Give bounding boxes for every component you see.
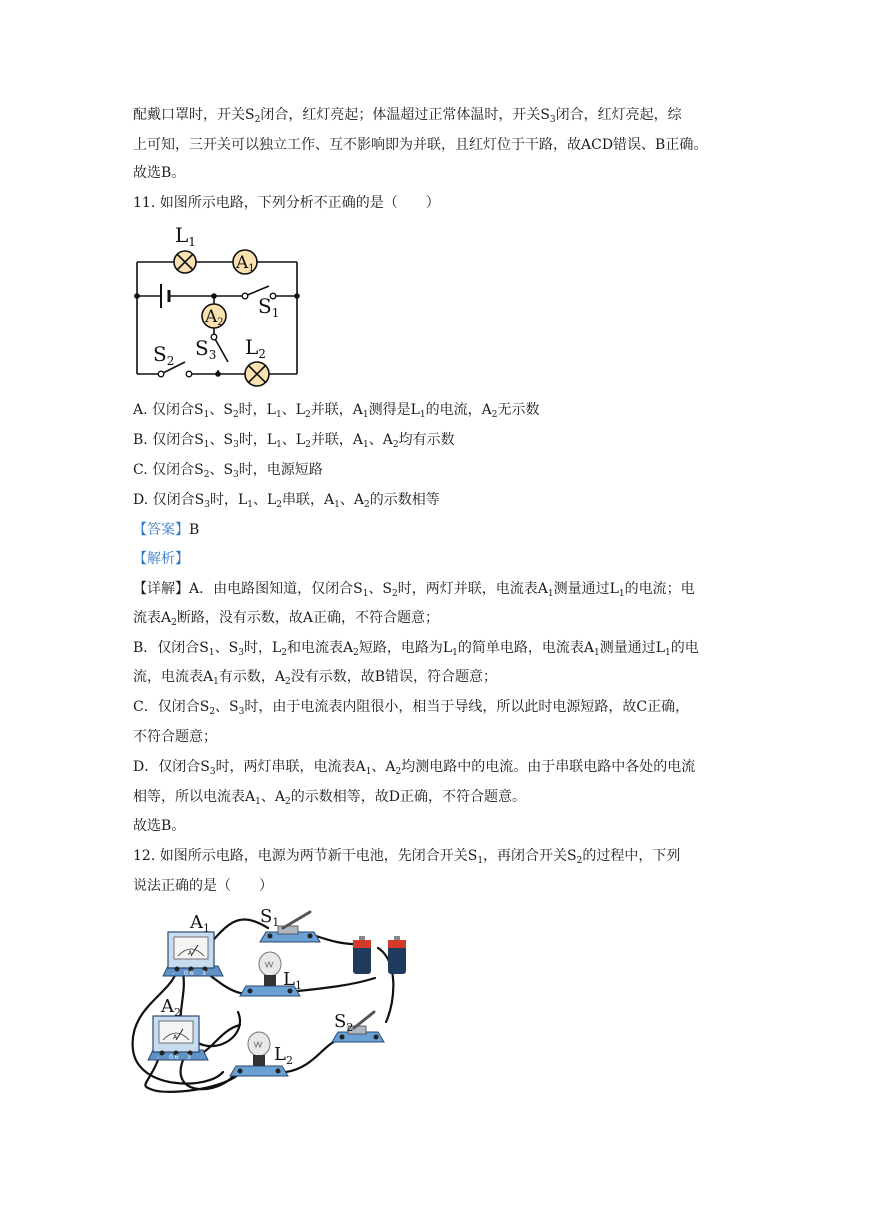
q11-detail-1: 【详解】A．由电路图知道，仅闭合$S_1$、$S_2$时，两灯并联，电流表$A_1$测量通过$L_1$的电流；电: [133, 581, 695, 599]
q11-option-b: B. 仅闭合$S_1$、$S_3$时，$L_1$、$L_2$并联，$A_1$、$A_2$均有示数: [133, 432, 455, 450]
ammeter-a2: [148, 1016, 208, 1061]
q11-label-S1: $S_1$: [258, 294, 280, 320]
q11-label-L2: $L_2$: [245, 335, 266, 361]
prev-answer-line-1: 配戴口罩时，开关$S_2$闭合，红灯亮起；体温超过正常体温时，开关$S_3$闭合，红灯亮起，综: [133, 107, 682, 125]
q11-label-A2: A2: [205, 307, 224, 328]
q11-label-L1: $L_1$: [175, 223, 196, 249]
q11-label-A1: A1: [236, 253, 255, 274]
q11-detail-6: 不符合题意；: [133, 729, 217, 745]
q11-label-S2: $S_2$: [153, 342, 175, 368]
q12-label-A2: $A_2$: [161, 996, 181, 1019]
q12-label-S1: $S_1$: [260, 906, 280, 929]
q11-detail-2: 流表$A_2$断路，没有示数，故A正确，不符合题意；: [133, 610, 439, 628]
q11-analysis-tag: 【解析】: [133, 551, 189, 567]
svg-text:-: -: [157, 1054, 160, 1061]
answer-value: B: [189, 522, 200, 538]
q12-label-L1: $L_1$: [283, 969, 302, 992]
ammeter-a1: [163, 932, 223, 977]
q12-stem-2: 说法正确的是（ ）: [133, 878, 273, 894]
battery-pack: [353, 936, 406, 974]
q11-detail-5: C．仅闭合$S_2$、$S_3$时，由于电流表内阻很小，相当于导线，所以此时电源短路，故C正确，: [133, 699, 690, 717]
svg-text:3: 3: [202, 970, 206, 977]
svg-text:A: A: [188, 950, 193, 957]
q12-label-A1: $A_1$: [190, 912, 210, 935]
prev-answer-line-2: 上可知，三开关可以独立工作、互不影响即为并联，且红灯位于干路，故ACD错误、B正确。: [133, 137, 708, 153]
q11-answer: [133, 520, 199, 540]
q12-stem-1: 12. 如图所示电路，电源为两节新干电池，先闭合开关$S_1$，再闭合开关$S_2$的过程中，下列: [133, 848, 681, 866]
q11-option-d: D. 仅闭合$S_3$时，$L_1$、$L_2$串联，$A_1$、$A_2$的示数相等: [133, 492, 440, 510]
q12-label-S2: $S_2$: [334, 1011, 354, 1034]
prev-answer-line-3: 故选B。: [133, 165, 186, 181]
answer-tag: 【答案】: [133, 522, 189, 538]
q11-circuit-diagram: [125, 222, 315, 387]
q11-detail-3: B．仅闭合$S_1$、$S_3$时，$L_2$和电流表$A_2$短路，电路为$L_1$的简单电路，电流表$A_1$测量通过$L_1$的电: [133, 640, 699, 658]
svg-text:-: -: [172, 970, 175, 977]
svg-text:0.6: 0.6: [184, 970, 194, 977]
svg-text:3: 3: [187, 1054, 191, 1061]
svg-text:0.6: 0.6: [169, 1054, 179, 1061]
q11-detail-4: 流，电流表$A_1$有示数，$A_2$没有示数，故B错误，符合题意；: [133, 669, 498, 687]
q11-detail-7: D．仅闭合$S_3$时，两灯串联，电流表$A_1$、$A_2$均测电路中的电流。由于串联电路中各处的电流: [133, 759, 696, 777]
q11-label-S3: $S_3$: [195, 336, 217, 362]
q11-detail-8: 相等，所以电流表$A_1$、$A_2$的示数相等，故D正确，不符合题意。: [133, 789, 526, 807]
q11-stem: 11. 如图所示电路，下列分析不正确的是（ ）: [133, 195, 440, 211]
q12-circuit-picture: [128, 900, 418, 1100]
q11-option-c: C. 仅闭合$S_2$、$S_3$时，电源短路: [133, 462, 323, 480]
q11-option-a: A. 仅闭合$S_1$、$S_2$时，$L_1$、$L_2$并联，$A_1$测得是$L_1$的电流，$A_2$无示数: [133, 402, 540, 420]
q11-detail-9: 故选B。: [133, 818, 186, 834]
q12-label-L2: $L_2$: [274, 1044, 293, 1067]
svg-text:A: A: [173, 1034, 178, 1041]
